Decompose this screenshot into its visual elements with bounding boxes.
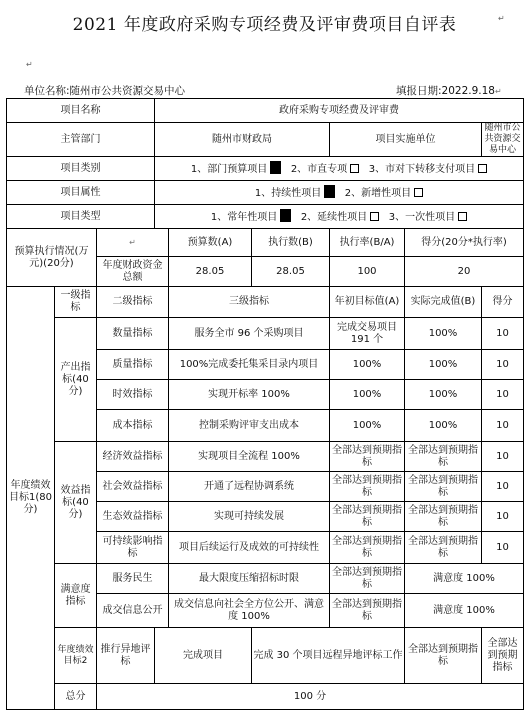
department-row bbox=[7, 123, 524, 157]
unit-value: 随州市公共资源交易中心 bbox=[69, 85, 186, 97]
score-cell: 10 bbox=[482, 380, 524, 410]
score-col-header: 得分(20分*执行率) bbox=[405, 229, 524, 257]
budget-label: 预算执行情况(万元)(20分) bbox=[7, 229, 97, 287]
actual-cell: 全部达到预期指标 bbox=[405, 442, 482, 472]
actual-cell: 100% bbox=[405, 410, 482, 442]
department-label: 主管部门 bbox=[7, 123, 155, 157]
department-value: 随州市财政局 bbox=[155, 123, 330, 157]
target-cell: 100% bbox=[330, 380, 405, 410]
checkbox-icon[interactable] bbox=[458, 212, 467, 221]
project-attribute-options bbox=[155, 181, 524, 205]
checkbox-icon[interactable] bbox=[350, 164, 359, 173]
paragraph-mark-icon: ↵ bbox=[495, 87, 502, 96]
level3-cell: 最大限度压缩招标时限 bbox=[169, 564, 330, 594]
score-cell: 10 bbox=[482, 350, 524, 380]
evaluation-table bbox=[6, 98, 524, 710]
actual-cell: 全部达到预期指标 bbox=[405, 502, 482, 532]
level3-cell: 开通了远程协调系统 bbox=[169, 472, 330, 502]
level3-cell: 服务全市 96 个采购项目 bbox=[169, 318, 330, 350]
category-option-2: 2、市直专项 bbox=[290, 164, 348, 175]
satisfaction-indicator-label: 满意度指标 bbox=[55, 564, 97, 628]
output-indicator-label: 产出指标(40分) bbox=[55, 318, 97, 442]
score-header: 得分 bbox=[482, 287, 524, 318]
target-cell: 完成交易项目 191 个 bbox=[330, 318, 405, 350]
project-category-label: 项目类别 bbox=[7, 157, 155, 181]
paragraph-mark-icon: ↵ bbox=[129, 237, 136, 247]
score-cell: 10 bbox=[482, 472, 524, 502]
project-attribute-row bbox=[7, 181, 524, 205]
score-cell: 10 bbox=[482, 318, 524, 350]
project-type-options bbox=[155, 205, 524, 229]
level3-cell: 成交信息向社会全方位公开、满意度 100% bbox=[169, 594, 330, 628]
checkbox-icon[interactable] bbox=[370, 212, 379, 221]
page-title: 2021 年度政府采购专项经费及评审费项目自评表 bbox=[72, 15, 457, 35]
level3-cell: 实现开标率 100% bbox=[169, 380, 330, 410]
project-type-label: 项目类型 bbox=[7, 205, 155, 229]
level3-cell: 实现项目全流程 100% bbox=[169, 442, 330, 472]
type-option-2: 2、延续性项目 bbox=[300, 212, 368, 223]
level2-cell: 时效指标 bbox=[97, 380, 169, 410]
actual-cell: 全部达到预期指标 bbox=[405, 472, 482, 502]
project-name-value: 政府采购专项经费及评审费 bbox=[155, 99, 524, 123]
score-cell: 10 bbox=[482, 532, 524, 564]
level2-cell: 服务民生 bbox=[97, 564, 169, 594]
unit-label: 单位名称: bbox=[24, 85, 70, 97]
date-value: 2022.9.18 bbox=[441, 85, 495, 97]
empty-cell bbox=[97, 229, 169, 257]
project-attribute-label: 项目属性 bbox=[7, 181, 155, 205]
target-cell: 全部达到预期指标 bbox=[330, 594, 405, 628]
indicator-row bbox=[7, 442, 524, 472]
checked-box-icon[interactable] bbox=[270, 161, 281, 174]
annual-target-2-label: 年度绩效目标2 bbox=[55, 628, 97, 684]
fund-total-label: 年度财政资金总额 bbox=[97, 257, 169, 287]
level2-cell: 数量指标 bbox=[97, 318, 169, 350]
project-name-row bbox=[7, 99, 524, 123]
target-cell: 全部达到预期指标 bbox=[330, 564, 405, 594]
target-cell: 全部达到预期指标 bbox=[330, 532, 405, 564]
level2-cell: 社会效益指标 bbox=[97, 472, 169, 502]
actual-cell: 满意度 100% bbox=[405, 564, 524, 594]
level3-cell: 100%完成委托集采目录内项目 bbox=[169, 350, 330, 380]
level2-cell: 成本指标 bbox=[97, 410, 169, 442]
target2-target: 全部达到预期指标 bbox=[405, 628, 482, 684]
date-label: 填报日期: bbox=[396, 85, 442, 97]
level2-cell: 成交信息公开 bbox=[97, 594, 169, 628]
actual-cell: 100% bbox=[405, 350, 482, 380]
indicator-header-row bbox=[7, 287, 524, 318]
checked-box-icon[interactable] bbox=[324, 185, 335, 198]
project-name-label: 项目名称 bbox=[7, 99, 155, 123]
level3-header: 三级指标 bbox=[169, 287, 330, 318]
indicator-row bbox=[7, 318, 524, 350]
target2-row bbox=[7, 628, 524, 684]
actual-cell: 100% bbox=[405, 318, 482, 350]
score-cell: 10 bbox=[482, 502, 524, 532]
score-cell: 10 bbox=[482, 442, 524, 472]
implementing-unit-value: 随州市公共资源交易中心 bbox=[482, 123, 524, 157]
total-row bbox=[7, 684, 524, 710]
total-label: 总分 bbox=[55, 684, 97, 710]
target2-actual: 全部达到预期指标 bbox=[482, 628, 524, 684]
paragraph-mark-icon: ↵ bbox=[26, 60, 33, 69]
actual-cell: 全部达到预期指标 bbox=[405, 532, 482, 564]
rate-col-header: 执行率(B/A) bbox=[330, 229, 405, 257]
paragraph-mark-icon: ↵ bbox=[498, 14, 505, 23]
target-cell: 100% bbox=[330, 410, 405, 442]
satisfaction-row bbox=[7, 564, 524, 594]
level3-cell: 项目后续运行及成效的可持续性 bbox=[169, 532, 330, 564]
project-category-row bbox=[7, 157, 524, 181]
level3-cell: 控制采购评审支出成本 bbox=[169, 410, 330, 442]
category-option-1: 1、部门预算项目 bbox=[190, 164, 268, 175]
budget-header-row bbox=[7, 229, 524, 257]
target2-level1: 推行异地评标 bbox=[97, 628, 155, 684]
total-value: 100 分 bbox=[97, 684, 524, 710]
actual-cell: 100% bbox=[405, 380, 482, 410]
score-cell: 10 bbox=[482, 410, 524, 442]
attribute-option-1: 1、持续性项目 bbox=[254, 188, 322, 199]
unit-name-line bbox=[24, 83, 185, 98]
level3-cell: 实现可持续发展 bbox=[169, 502, 330, 532]
level2-cell: 经济效益指标 bbox=[97, 442, 169, 472]
level2-cell: 可持续影响指标 bbox=[97, 532, 169, 564]
annual-target-1-label: 年度绩效目标1(80分) bbox=[7, 287, 55, 710]
actual-cell: 满意度 100% bbox=[405, 594, 524, 628]
level2-cell: 质量指标 bbox=[97, 350, 169, 380]
checkbox-icon[interactable] bbox=[414, 188, 423, 197]
target2-level3: 完成 30 个项目远程异地评标工作 bbox=[252, 628, 405, 684]
attribute-option-2: 2、新增性项目 bbox=[344, 188, 412, 199]
level2-cell: 生态效益指标 bbox=[97, 502, 169, 532]
implementing-unit-label: 项目实施单位 bbox=[330, 123, 482, 157]
exec-value: 28.05 bbox=[252, 257, 330, 287]
checked-box-icon[interactable] bbox=[280, 209, 291, 222]
type-option-1: 1、常年性项目 bbox=[210, 212, 278, 223]
type-option-3: 3、一次性项目 bbox=[388, 212, 456, 223]
target2-level2: 完成项目 bbox=[155, 628, 252, 684]
level1-header: 一级指标 bbox=[55, 287, 97, 318]
target-cell: 全部达到预期指标 bbox=[330, 442, 405, 472]
rate-value: 100 bbox=[330, 257, 405, 287]
effect-indicator-label: 效益指标(40分) bbox=[55, 442, 97, 564]
target-cell: 全部达到预期指标 bbox=[330, 472, 405, 502]
budget-col-header: 预算数(A) bbox=[169, 229, 252, 257]
score-value: 20 bbox=[405, 257, 524, 287]
target-cell: 100% bbox=[330, 350, 405, 380]
checkbox-icon[interactable] bbox=[478, 164, 487, 173]
exec-col-header: 执行数(B) bbox=[252, 229, 330, 257]
project-category-options bbox=[155, 157, 524, 181]
category-option-3: 3、市对下转移支付项目 bbox=[368, 164, 476, 175]
actual-header: 实际完成值(B) bbox=[405, 287, 482, 318]
target-header: 年初目标值(A) bbox=[330, 287, 405, 318]
budget-value: 28.05 bbox=[169, 257, 252, 287]
report-date-line bbox=[396, 83, 502, 98]
project-type-row bbox=[7, 205, 524, 229]
level2-header: 二级指标 bbox=[97, 287, 169, 318]
target-cell: 全部达到预期指标 bbox=[330, 502, 405, 532]
